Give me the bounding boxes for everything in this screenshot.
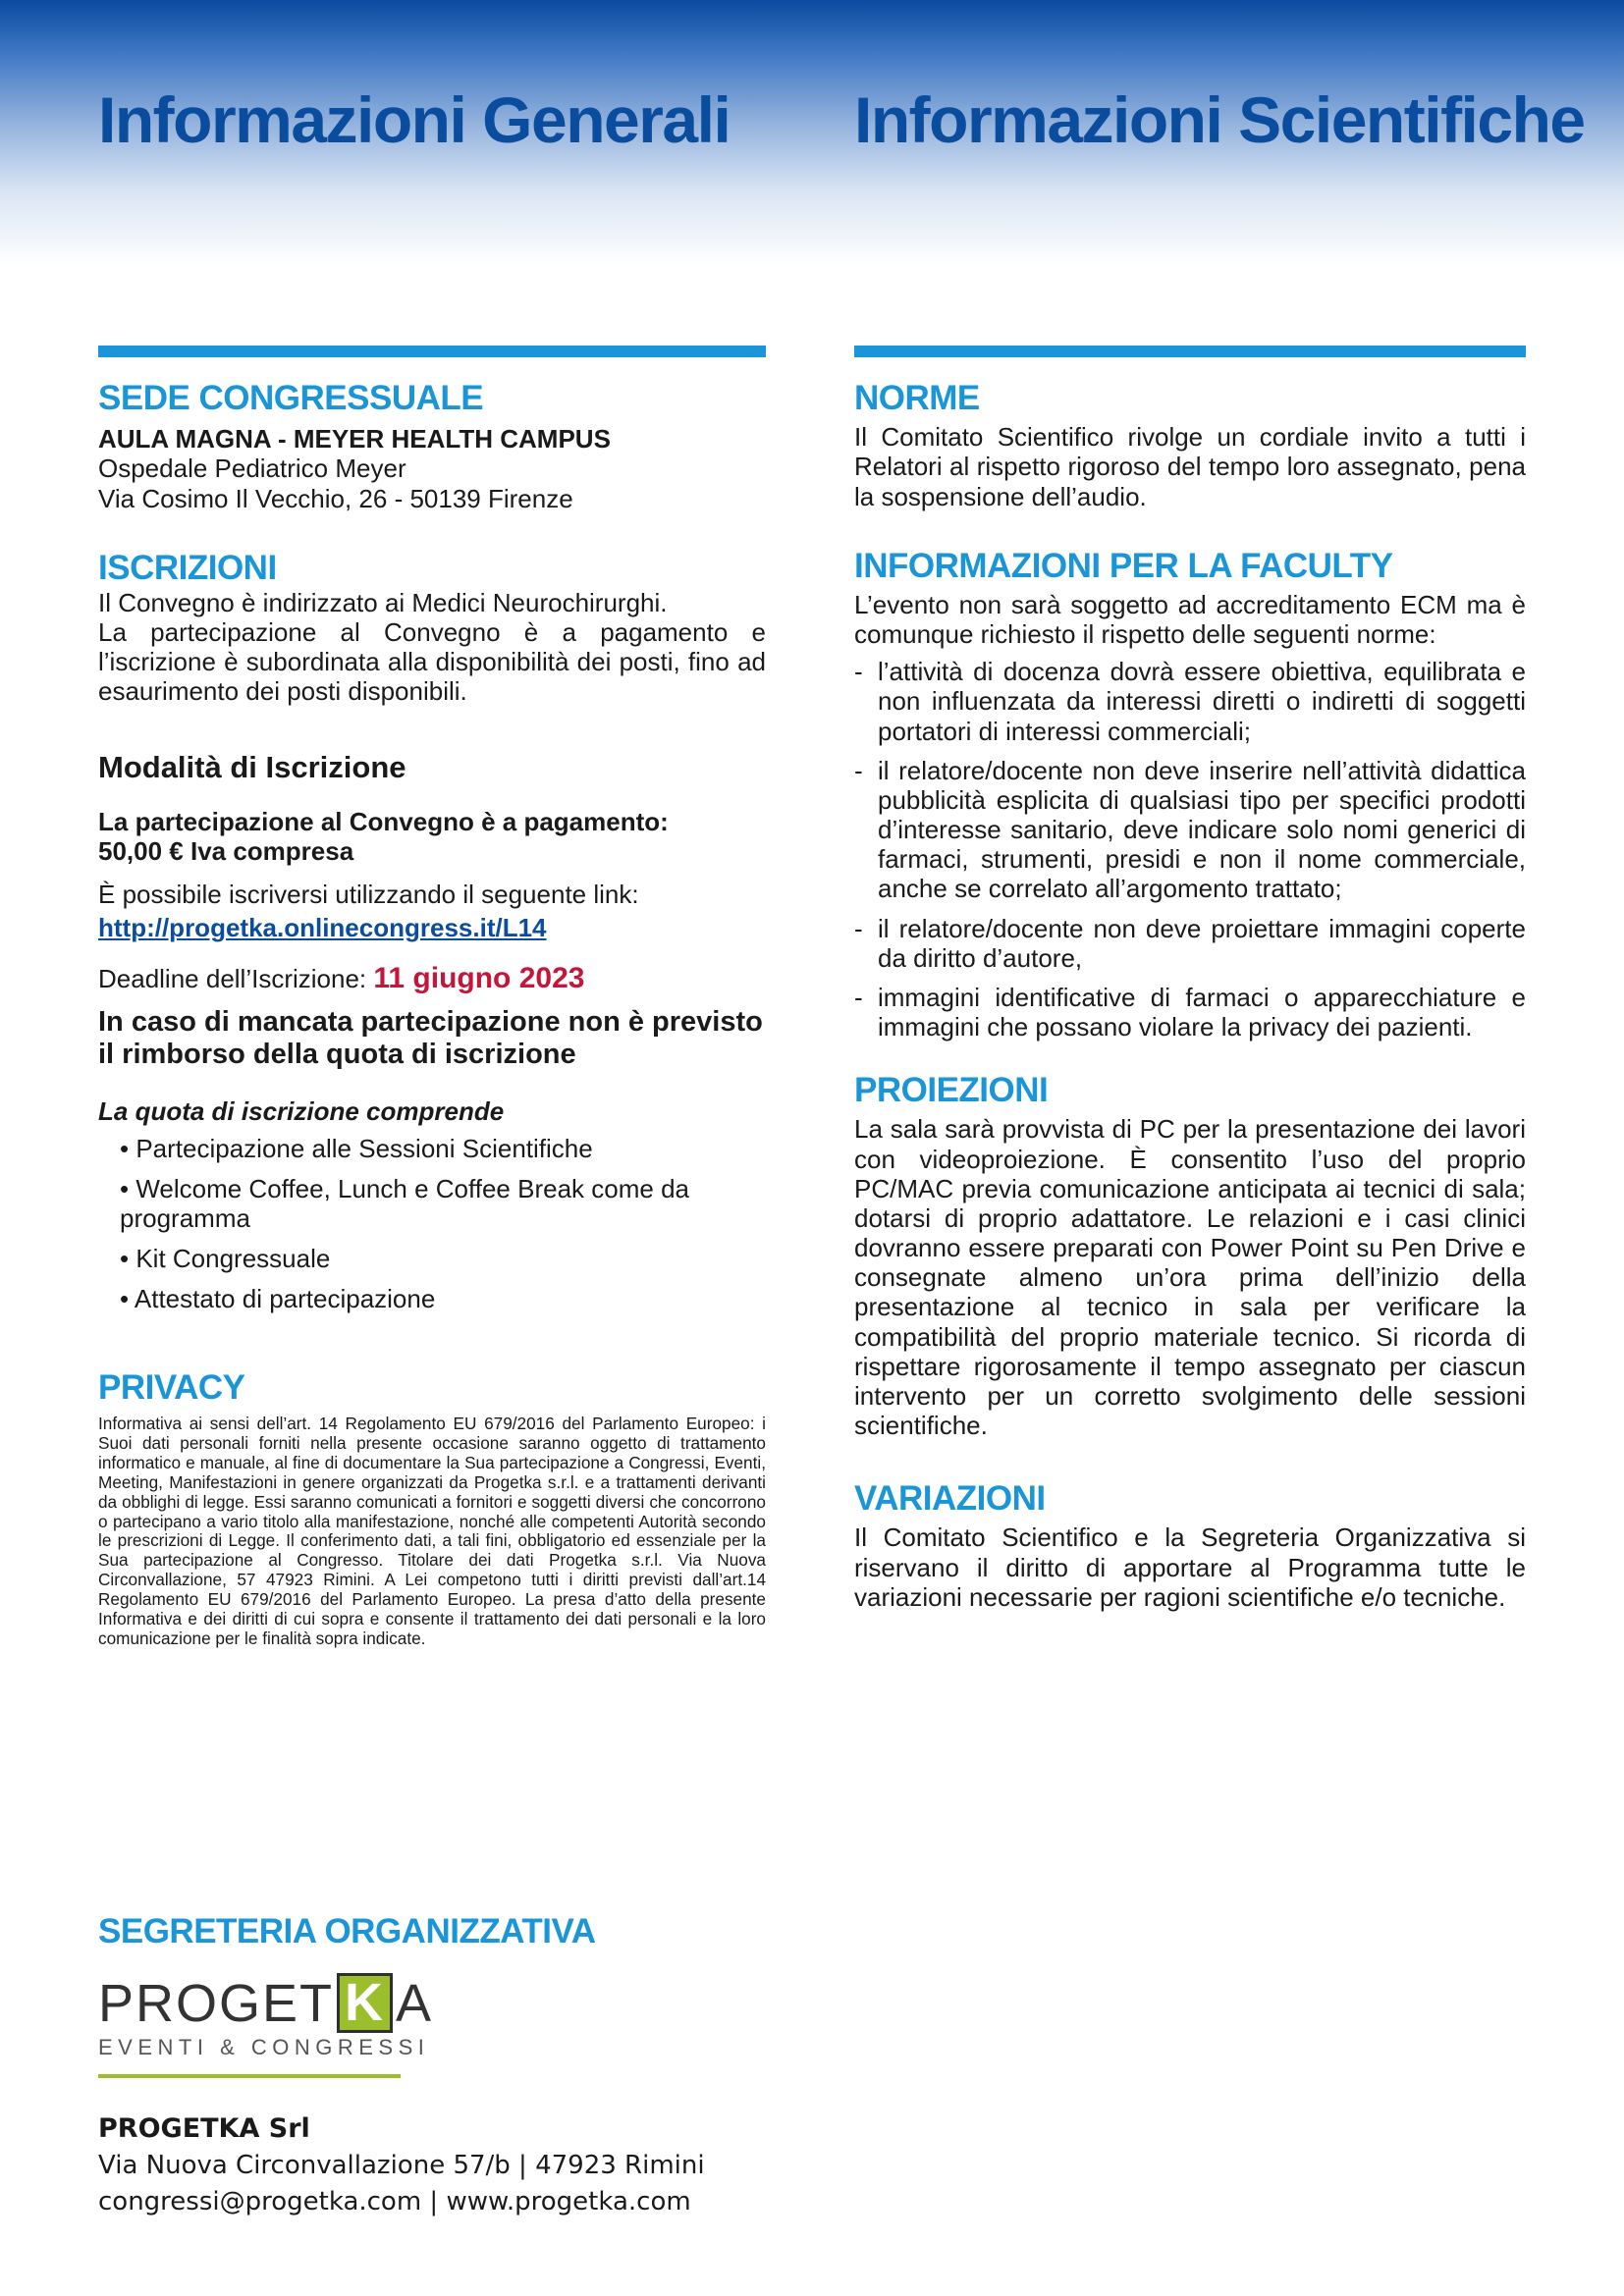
company-contacts: congressi@progetka.com | www.progetka.com	[98, 2186, 691, 2216]
registration-section-title: ISCRIZIONI	[98, 548, 277, 587]
projections-section	[854, 1071, 1526, 1440]
page-title-scientific-info: Informazioni Scientifiche	[854, 83, 1585, 156]
left-column	[98, 346, 766, 1649]
deadline-date: 11 giugno 2023	[373, 962, 585, 995]
secretariat-title: SEGRETERIA ORGANIZZATIVA	[98, 1912, 596, 1950]
privacy-section	[98, 1368, 766, 1649]
logo-tagline: EVENTI & CONGRESSI	[98, 2035, 430, 2060]
left-column-rule	[98, 346, 766, 357]
variations-section-title: VARIAZIONI	[854, 1479, 1046, 1519]
registration-audience: Il Convegno è indirizzato ai Medici Neurochirurghi.	[98, 587, 668, 617]
list-item: - immagini identificative di farmaci o apparecchiature e immagini che possano violare la privacy dei pazienti.	[854, 983, 1526, 1041]
fee-includes-title: La quota di iscrizione comprende	[98, 1095, 505, 1126]
faculty-section-title: INFORMAZIONI PER LA FACULTY	[854, 546, 1393, 585]
fee-includes-list	[98, 1134, 766, 1314]
venue-address: Via Cosimo Il Vecchio, 26 - 50139 Firenze	[98, 483, 573, 513]
projections-section-title: PROIEZIONI	[854, 1071, 1049, 1110]
organizing-secretariat	[98, 1912, 805, 2219]
faculty-intro: L’evento non sarà soggetto ad accreditamento ECM ma è comunque richiesto il rispetto delle seguenti norme:	[854, 589, 1526, 650]
company-name: PROGETKA Srl	[98, 2113, 310, 2145]
registration-terms: La partecipazione al Convegno è a pagamento e l’iscrizione è subordinata alla disponibilità dei posti, fino ad esaurimento dei posti disponibili.	[98, 617, 766, 707]
list-item: • Kit Congressuale	[120, 1244, 331, 1274]
registration-section	[98, 549, 766, 707]
variations-section	[854, 1479, 1526, 1612]
rules-section-title: NORME	[854, 379, 980, 417]
right-column	[854, 346, 1526, 1612]
privacy-text: Informativa ai sensi dell’art. 14 Regolamento EU 679/2016 del Parlamento Europeo: i Suoi dati personali forniti nella presente occasione saranno oggetto di trattamento informatico e manuale, al fine di documentare la Sua partecipazione a Congressi, Eventi, Meeting, Manifestazioni in genere organizzati da Progetka s.r.l. e a trattamenti derivanti da obblighi di legge. Essi saranno comunicati a fornitori e soggetti diversi che concorrono o partecipano a vario titolo alla manifestazione, nonché alle competenti Autorità secondo le prescrizioni di Legge. Il conferimento dati, a tali fini, obbligatorio ed essenziale per la Sua partecipazione al Congresso. Titolare dei dati Progetka s.r.l. Via Nuova Circonvallazione, 57 47923 Rimini. A Lei competono tutti i diritti previsti dall’art.14 Regolamento EU 679/2016 del Parlamento Europeo. La presa d’atto della presente Informativa e dei diritti di cui sopra e consente il trattamento dei dati personali e la loro comunicazione per le finalità sopra indicate.	[98, 1413, 766, 1649]
link-intro: È possibile iscriversi utilizzando il seguente link:	[98, 879, 639, 909]
logo-divider	[98, 2074, 401, 2078]
privacy-section-title: PRIVACY	[98, 1368, 245, 1408]
variations-text: Il Comitato Scientifico e la Segreteria Organizzativa si riservano il diritto di apportare al Programma tutte le variazioni necessarie per ragioni scientifiche e/o tecniche.	[854, 1522, 1526, 1612]
list-item: • Partecipazione alle Sessioni Scientifiche	[120, 1133, 593, 1163]
logo-k-mark: K	[337, 1973, 393, 2033]
registration-method-section	[98, 750, 766, 1314]
registration-link[interactable]: http://progetka.onlinecongress.it/L14	[98, 913, 547, 943]
rules-section	[854, 379, 1526, 511]
venue-hospital: Ospedale Pediatrico Meyer	[98, 454, 406, 484]
list-item: - il relatore/docente non deve inserire nell’attività didattica pubblicità esplicita di qualsiasi tipo per specifici prodotti d’interesse sanitario, deve indicare solo nomi generici di farmaci, strumenti, presidi e non il nome commerciale, anche se correlato all’argomento trattato;	[854, 756, 1526, 904]
header-gradient	[0, 0, 1624, 334]
page-title-general-info: Informazioni Generali	[98, 83, 731, 156]
faculty-section	[854, 547, 1526, 1041]
venue-section	[98, 379, 766, 513]
list-item: - l’attività di docenza dovrà essere obiettiva, equilibrata e non influenzata da interessi diretti o indiretti di soggetti portatori di interessi commerciali;	[854, 657, 1526, 745]
logo-text: PROGET	[98, 1973, 335, 2033]
venue-name: AULA MAGNA - MEYER HEALTH CAMPUS	[98, 424, 611, 454]
projections-text: La sala sarà provvista di PC per la presentazione dei lavori con videoproiezione. È consentito l’uso del proprio PC/MAC previa comunicazione anticipata ai tecnici di sala; dotarsi di proprio adattatore. Le relazioni e i casi clinici dovranno essere preparati con Power Point su Pen Drive e consegnate almeno un’ora prima dell’inizio della presentazione al tecnico in sala per verificare la compatibilità del proprio materiale tecnico. Si ricorda di rispettare rigorosamente il tempo assegnato per ciascun intervento per un corretto svolgimento delle sessioni scientifiche.	[854, 1114, 1526, 1440]
payment-line: La partecipazione al Convegno è a pagamento:	[98, 806, 669, 836]
deadline-label: Deadline dell’Iscrizione:	[98, 964, 367, 994]
right-column-rule	[854, 346, 1526, 357]
registration-method-title: Modalità di Iscrizione	[98, 749, 406, 784]
venue-section-title: SEDE CONGRESSUALE	[98, 379, 484, 417]
list-item: • Welcome Coffee, Lunch e Coffee Break come da programma	[120, 1173, 689, 1234]
payment-price: 50,00 € Iva compresa	[98, 835, 354, 866]
faculty-rules-list	[854, 657, 1526, 1041]
rules-text: Il Comitato Scientifico rivolge un cordiale invito a tutti i Relatori al rispetto rigoroso del tempo loro assegnato, pena la sospensione dell’audio.	[854, 422, 1526, 511]
progetka-logo	[98, 1973, 434, 2078]
logo-text: A	[396, 1973, 434, 2033]
company-address: Via Nuova Circonvallazione 57/b | 47923 Rimini	[98, 2151, 705, 2181]
list-item: - il relatore/docente non deve proiettare immagini coperte da diritto d’autore,	[854, 914, 1526, 973]
list-item: • Attestato di partecipazione	[120, 1284, 436, 1314]
no-refund-notice: In caso di mancata partecipazione non è previsto il rimborso della quota di iscrizione	[98, 1006, 763, 1070]
